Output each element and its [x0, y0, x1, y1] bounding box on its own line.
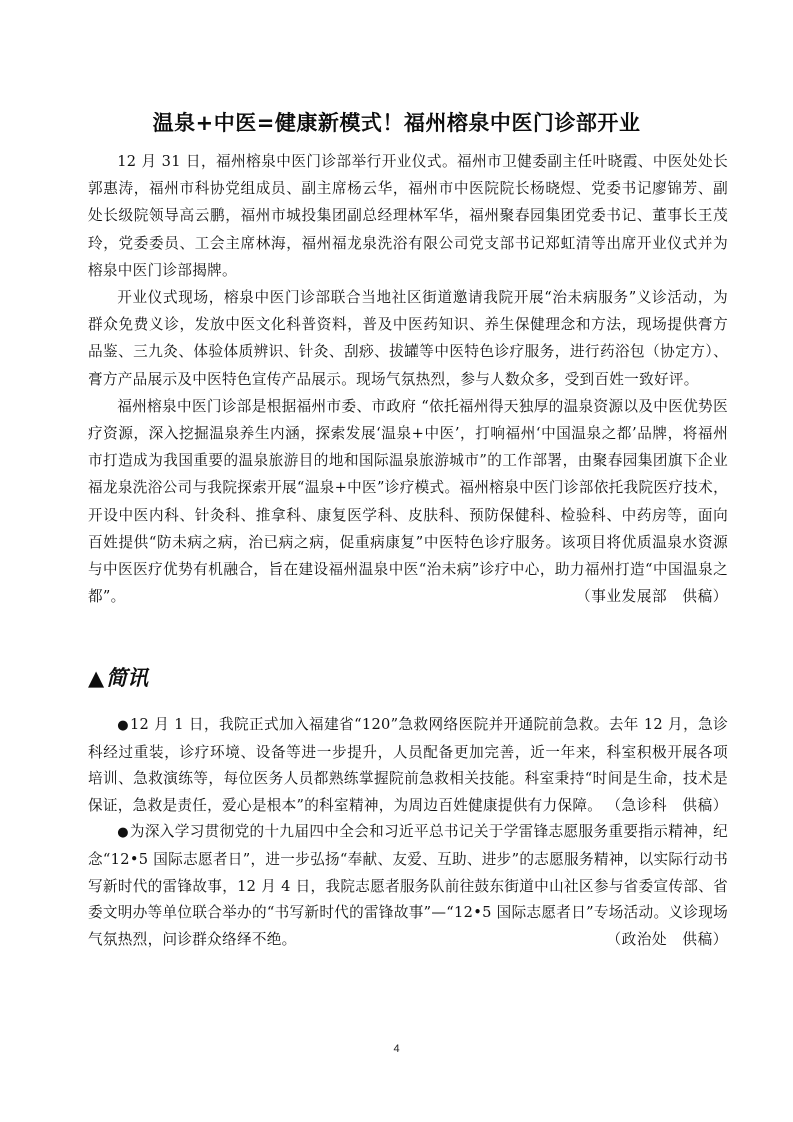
- bullet-icon: ●: [117, 825, 129, 841]
- article-paragraph-3: [88, 393, 728, 611]
- brief-item-1-credit: （急诊科 供稿）: [606, 796, 728, 814]
- triangle-icon: ▲: [88, 666, 105, 690]
- brief-item-2: [88, 819, 728, 953]
- brief-item-2-credit: （政治处 供稿）: [606, 930, 728, 948]
- briefs-heading: [88, 662, 148, 692]
- article-title: 温泉+中医=健康新模式！福州榕泉中医门诊部开业: [152, 111, 641, 136]
- article-paragraph-2: 开业仪式现场，榕泉中医门诊部联合当地社区街道邀请我院开展“治未病服务”义诊活动，为群众免费义诊，发放中医文化科普资料，普及中医药知识、养生保健理念和方法，现场提供膏方品鉴、三九灸、体验体质辨识、针灸、刮痧、拔罐等中医特色诊疗服务，进行药浴包（协定方）、膏方产品展示及中医特色宣传产品展示。现场气氛热烈，参与人数众多，受到百姓一致好评。: [88, 289, 728, 388]
- brief-item-2-text: 为深入学习贯彻党的十九届四中全会和习近平总书记关于学雷锋志愿服务重要指示精神，纪念“12•5 国际志愿者日”，进一步弘扬“奉献、友爱、互助、进步”的志愿服务精神，以实际行动书写新时代的雷锋故事，12 月 4 日，我院志愿者服务队前往鼓东街道中山社区参与省委宣传部、省委文明办等单位联合举办的“书写新时代的雷锋故事”—“12•5 国际志愿者日”专场活动。义诊现场气氛热烈，问诊群众络绎不绝。: [88, 823, 728, 948]
- brief-item-1: [88, 712, 728, 819]
- article-paragraph-1: 12 月 31 日，福州榕泉中医门诊部举行开业仪式。福州市卫健委副主任叶晓霞、中医处处长郭惠涛，福州市科协党组成员、副主席杨云华，福州市中医院院长杨晓煜、党委书记廖锦芳、副处长级院领导高云鹏，福州市城投集团副总经理林军华，福州聚春园集团党委书记、董事长王茂玲，党委委员、工会主席林海，福州福龙泉洗浴有限公司党支部书记郑虹清等出席开业仪式并为榕泉中医门诊部揭牌。: [88, 153, 728, 279]
- page-number: 4: [393, 1043, 400, 1055]
- briefs-heading-label: 简讯: [106, 666, 149, 690]
- article-body: [88, 148, 728, 610]
- brief-item-1-text: 12 月 1 日，我院正式加入福建省“120”急救网络医院并开通院前急救。去年 12 月，急诊科经过重装，诊疗环境、设备等进一步提升，人员配备更加完善，近一年来，科室积极开展各项培训、急救演练等，每位医务人员都熟练掌握院前急救相关技能。科室秉持“时间是生命，技术是保证，急救是责任，爱心是根本”的科室精神，为周边百姓健康提供有力保障。: [88, 716, 729, 814]
- bullet-icon: ●: [117, 718, 129, 733]
- article-credit: （事业发展部 供稿）: [576, 588, 728, 606]
- briefs-body: [88, 712, 728, 953]
- article-paragraph-3-text: 福州榕泉中医门诊部是根据福州市委、市政府 “依托福州得天独厚的温泉资源以及中医优势医疗资源，深入挖掘温泉养生内涵，探索发展‘温泉+中医’，打响福州‘中国温泉之都’品牌，将福州市打造成为我国重要的温泉旅游目的地和国际温泉旅游城市”的工作部署，由聚春园集团旗下企业福龙泉洗浴公司与我院探索开展“温泉+中医”诊疗模式。福州榕泉中医门诊部依托我院医疗技术，开设中医内科、针灸科、推拿科、康复医学科、皮肤科、预防保健科、检验科、中药房等，面向百姓提供“防未病之病，治已病之病，促重病康复”中医特色诊疗服务。该项目将优质温泉水资源与中医医疗优势有机融合，旨在建设福州温泉中医“治未病”诊疗中心，助力福州打造“中国温泉之都”。: [88, 397, 728, 606]
